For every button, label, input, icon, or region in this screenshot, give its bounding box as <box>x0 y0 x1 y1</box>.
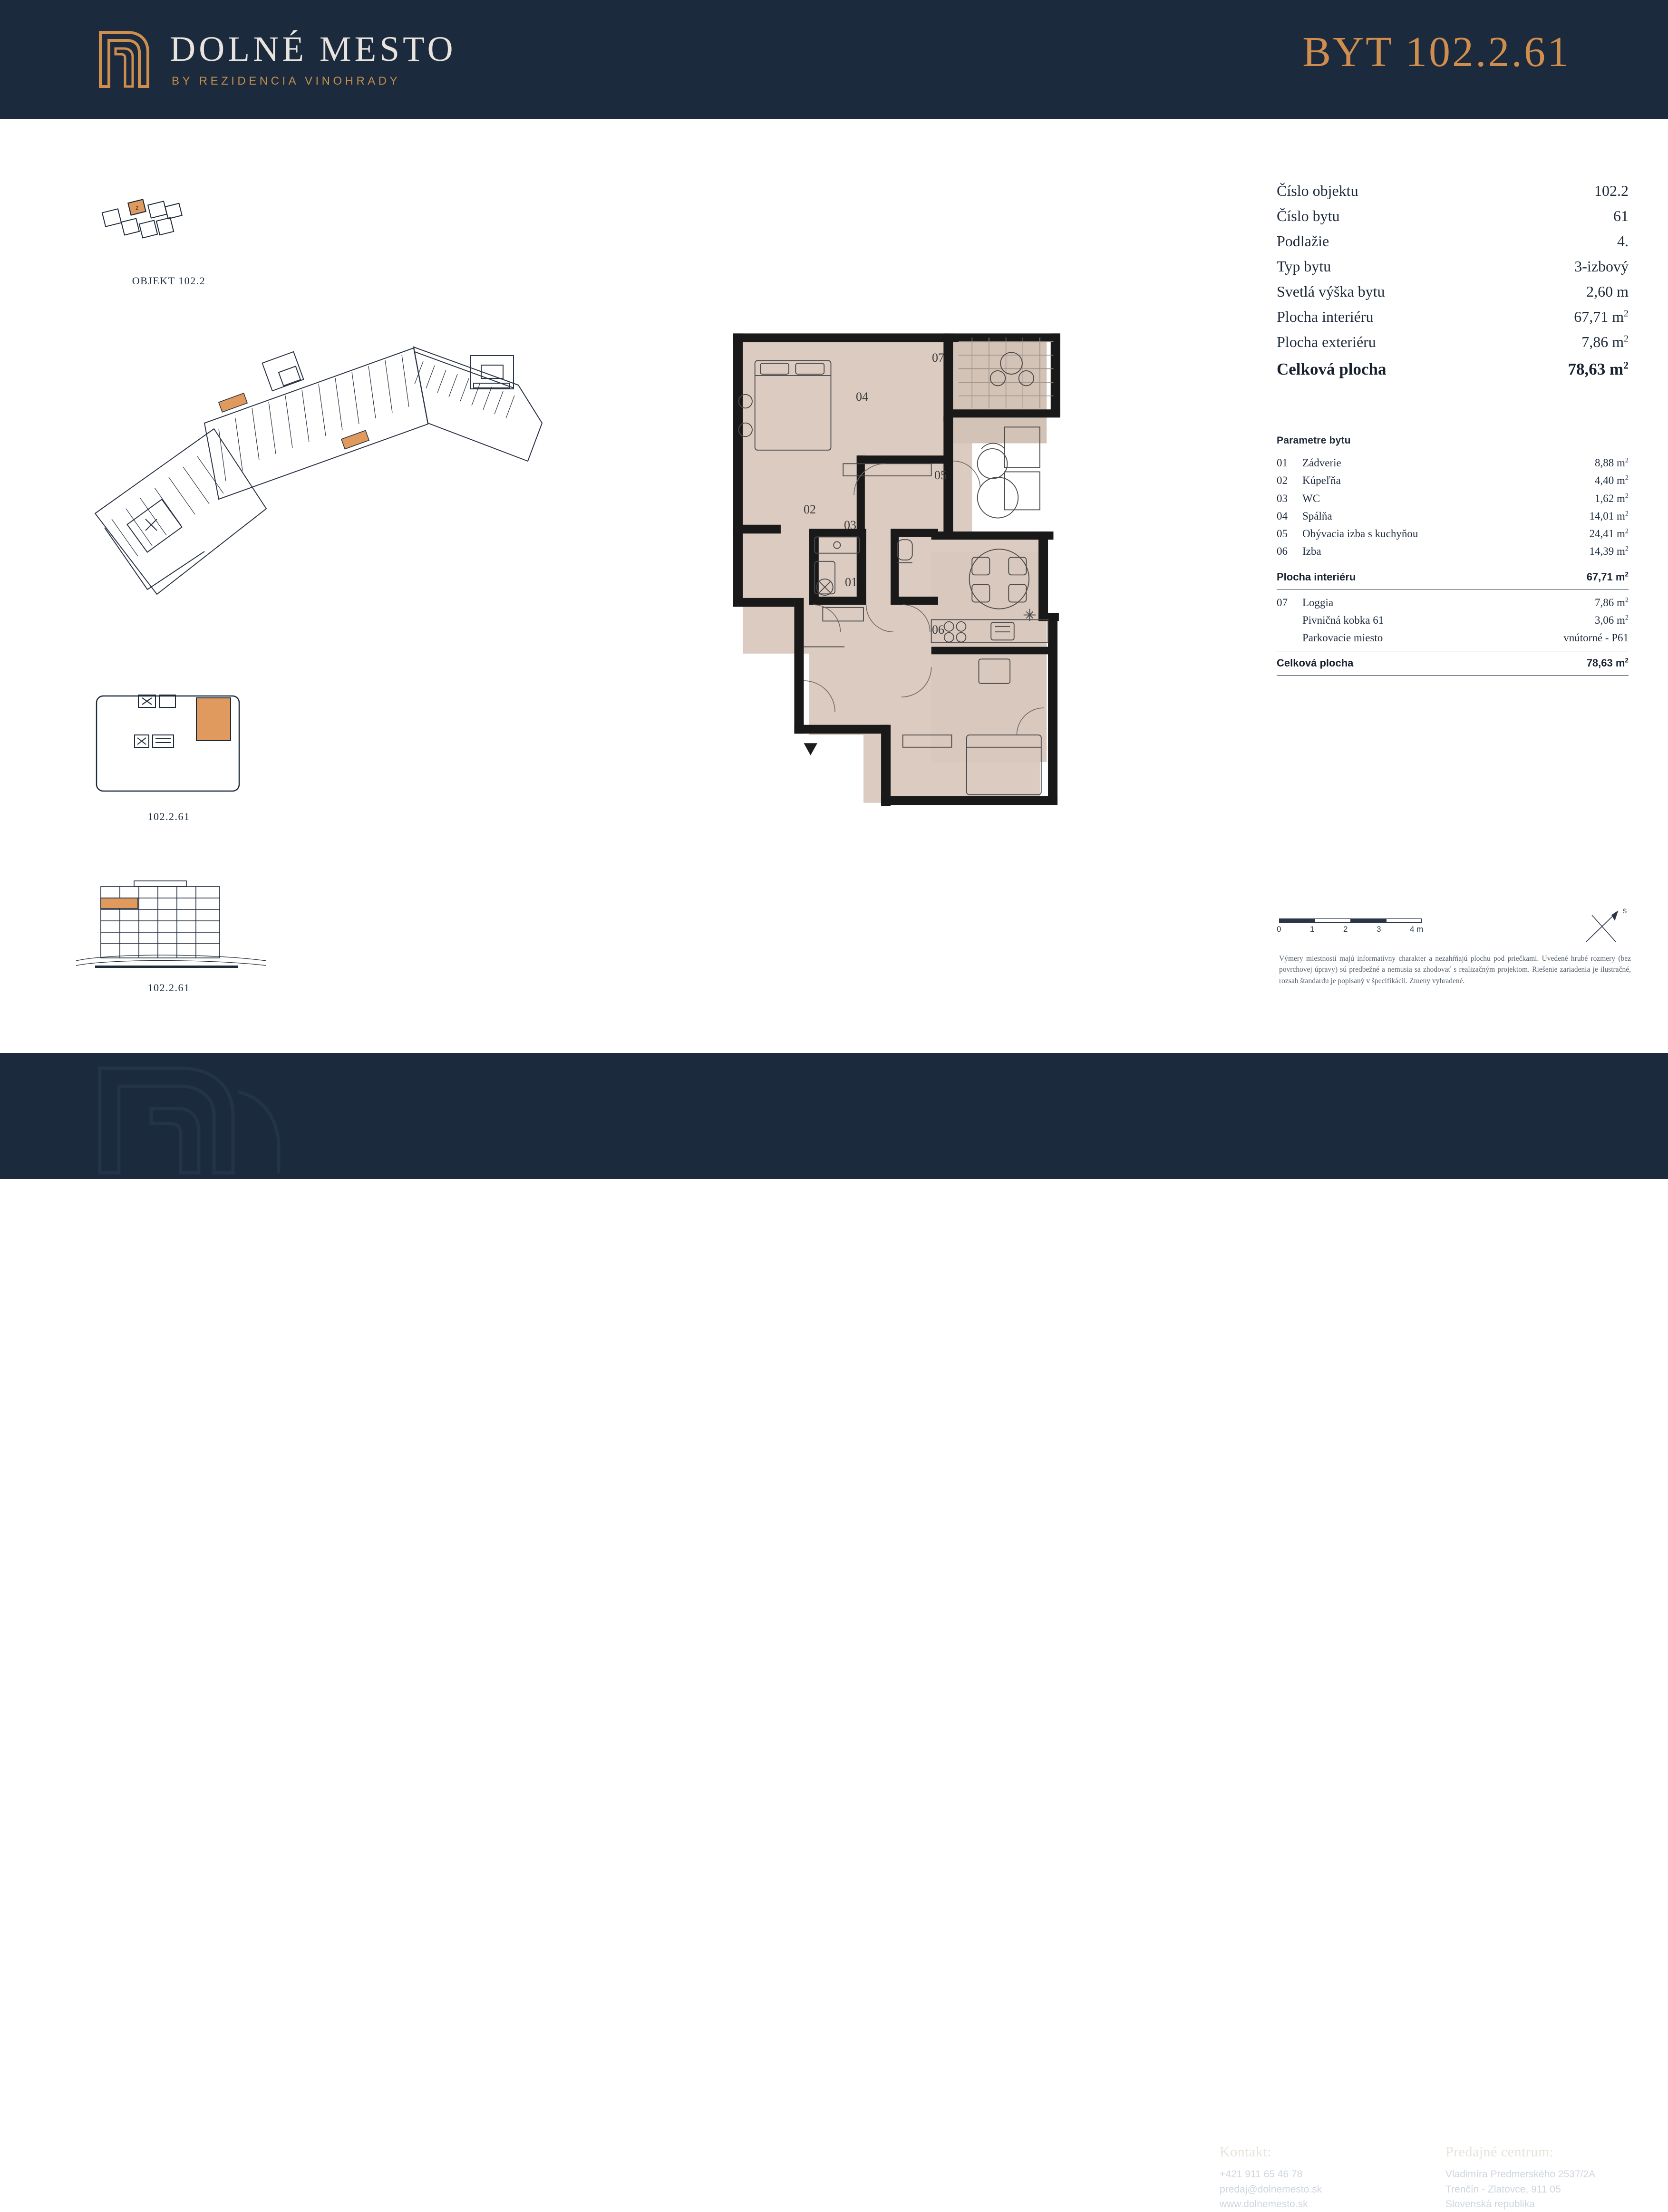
param-number: 07 <box>1277 596 1288 609</box>
floor-key-thumbnail <box>93 689 250 803</box>
info-row-typ <box>1277 259 1629 274</box>
info-value: 2,60 m <box>1586 283 1629 300</box>
param-row <box>1277 542 1629 560</box>
param-value: vnútorné - P61 <box>1563 632 1629 644</box>
total-sum-row <box>1277 656 1629 671</box>
info-value: 102.2 <box>1594 182 1629 199</box>
param-row <box>1277 507 1629 525</box>
page-footer <box>0 1053 1668 2210</box>
site-thumbnail-caption: OBJEKT 102.2 <box>132 275 206 287</box>
info-value: 67,71 $m^2$ <box>1574 308 1629 325</box>
param-label: WC <box>1302 492 1320 504</box>
room-number: 05 <box>934 468 947 482</box>
param-row <box>1277 472 1629 489</box>
info-label: Plocha exteriéru <box>1277 333 1376 350</box>
info-total-label: Celková plocha <box>1277 360 1387 378</box>
footer-contact <box>1220 2144 1322 2212</box>
param-number: 02 <box>1277 474 1288 487</box>
footer-website[interactable]: www.dolnemesto.sk <box>1220 2199 1308 2210</box>
compass-icon <box>1579 901 1631 953</box>
param-row <box>1277 611 1629 629</box>
info-row-podlazie <box>1277 233 1629 249</box>
total-sum-value: 78,63 $m^2$ <box>1586 657 1629 669</box>
room-number: 04 <box>856 390 868 404</box>
footer-address-country: Slovenská republika <box>1445 2199 1535 2210</box>
param-label: Izba <box>1302 545 1321 558</box>
param-number: 03 <box>1277 492 1288 504</box>
info-label: Číslo bytu <box>1277 207 1340 224</box>
scale-bar <box>1279 910 1455 934</box>
footer-address-street: Vladimíra Predmerského 2537/2A <box>1445 2169 1596 2180</box>
param-value: 4,40 $m^2$ <box>1594 474 1629 487</box>
room-number: 02 <box>804 502 816 516</box>
scale-segments <box>1279 910 1455 923</box>
param-label: Obývacia izba s kuchyňou <box>1302 528 1418 540</box>
footer-logo-icon <box>95 1063 295 1175</box>
footer-address-city: Trenčín - Zlatovce, 911 05 <box>1445 2183 1561 2195</box>
disclaimer-text: Výmery miestností majú informatívny charakter a nezahŕňajú plochu pod priečkami. Uvedené hrubé rozmery (bez povrchovej úpravy) sú predbežné a nemusia sa zhodovať s realizačným projektom. Riešenie zariadenia je ilustračné, rozsah štandardu je popísaný v špecifikácii. Zmeny vyhradené. <box>1279 955 1631 985</box>
info-label: Podlažie <box>1277 232 1329 250</box>
param-value: 8,88 $m^2$ <box>1594 456 1629 469</box>
room-number: 01 <box>845 575 857 589</box>
param-row <box>1277 629 1629 647</box>
scale-tick: 4 m <box>1410 925 1424 934</box>
param-row <box>1277 454 1629 472</box>
brand-subtitle: BY REZIDENCIA VINOHRADY <box>172 74 401 87</box>
param-row <box>1277 525 1629 542</box>
footer-phone: +421 911 65 46 78 <box>1220 2169 1303 2180</box>
scale-segment <box>1279 918 1315 923</box>
info-row-byt <box>1277 208 1629 223</box>
param-label: Loggia <box>1302 596 1334 609</box>
interior-sum-row <box>1277 570 1629 585</box>
total-sum-label: Celková plocha <box>1277 657 1354 669</box>
brand-logo <box>97 29 456 89</box>
footer-contact-title: Kontakt: <box>1220 2144 1271 2160</box>
parameters-title: Parametre bytu <box>1277 435 1351 446</box>
param-row <box>1277 490 1629 507</box>
page-header <box>0 0 1668 119</box>
elevation-thumbnail <box>67 877 276 975</box>
param-value: 24,41 $m^2$ <box>1589 527 1629 540</box>
info-value: 4. <box>1617 232 1629 250</box>
info-label: Svetlá výška bytu <box>1277 283 1385 300</box>
info-row-interier <box>1277 309 1629 324</box>
param-number: 01 <box>1277 457 1288 469</box>
footer-email[interactable]: predaj@dolnemesto.sk <box>1220 2183 1322 2195</box>
room-number: 07 <box>932 351 944 365</box>
site-key-thumbnail <box>100 193 238 271</box>
param-label: Zádverie <box>1302 457 1341 469</box>
footer-sales-title: Predajné centrum: <box>1445 2144 1554 2160</box>
footer-sales-center <box>1445 2144 1595 2212</box>
info-total-value: 78,63 $m^2$ <box>1568 359 1629 378</box>
scale-segment <box>1386 918 1422 923</box>
info-total-row <box>1277 360 1629 379</box>
info-label: Plocha interiéru <box>1277 308 1374 325</box>
param-number: 06 <box>1277 545 1288 558</box>
param-label: Pivničná kobka 61 <box>1302 614 1384 626</box>
param-value: 1,62 $m^2$ <box>1594 492 1629 504</box>
elevation-thumbnail-caption: 102.2.61 <box>147 982 190 994</box>
param-value: 3,06 $m^2$ <box>1594 614 1629 626</box>
svg-text:S: S <box>1622 907 1627 915</box>
apartment-floorplan <box>727 328 1203 884</box>
logo-monogram-icon <box>97 29 151 89</box>
info-row-exterier <box>1277 334 1629 349</box>
scale-labels <box>1279 925 1455 934</box>
scale-segment <box>1315 918 1350 923</box>
param-label: Parkovacie miesto <box>1302 632 1383 644</box>
divider <box>1277 675 1629 676</box>
param-label: Kúpeľňa <box>1302 474 1341 487</box>
brand-name: DOLNÉ MESTO <box>170 29 456 69</box>
interior-sum-label: Plocha interiéru <box>1277 570 1356 583</box>
scale-tick: 1 <box>1310 925 1315 934</box>
info-label: Typ bytu <box>1277 258 1331 275</box>
apartment-info-table <box>1277 183 1629 379</box>
param-number: 04 <box>1277 510 1288 522</box>
scale-segment <box>1350 918 1386 923</box>
floor-thumbnail-caption: 102.2.61 <box>147 811 190 822</box>
info-value: 3-izbový <box>1574 258 1629 275</box>
info-row-vyska <box>1277 284 1629 299</box>
param-value: 14,39 $m^2$ <box>1589 545 1629 558</box>
info-label: Číslo objektu <box>1277 182 1358 199</box>
info-value: 61 <box>1613 207 1629 224</box>
param-row <box>1277 594 1629 611</box>
param-value: 14,01 $m^2$ <box>1589 510 1629 522</box>
scale-tick: 2 <box>1343 925 1348 934</box>
info-row-objekt <box>1277 183 1629 198</box>
scale-tick: 0 <box>1277 925 1281 934</box>
scale-tick: 3 <box>1377 925 1381 934</box>
svg-text:2: 2 <box>136 205 139 211</box>
param-label: Spálňa <box>1302 510 1332 522</box>
parameters-table <box>1277 435 1629 680</box>
param-value: 7,86 $m^2$ <box>1594 596 1629 609</box>
site-plan-drawing <box>62 304 585 685</box>
param-number: 05 <box>1277 528 1288 540</box>
interior-sum-value: 67,71 $m^2$ <box>1586 570 1629 583</box>
room-number: 03 <box>844 518 856 532</box>
page-title: BYT 102.2.61 <box>1302 29 1571 76</box>
room-number: 06 <box>932 623 944 637</box>
info-value: 7,86 $m^2$ <box>1581 333 1629 350</box>
